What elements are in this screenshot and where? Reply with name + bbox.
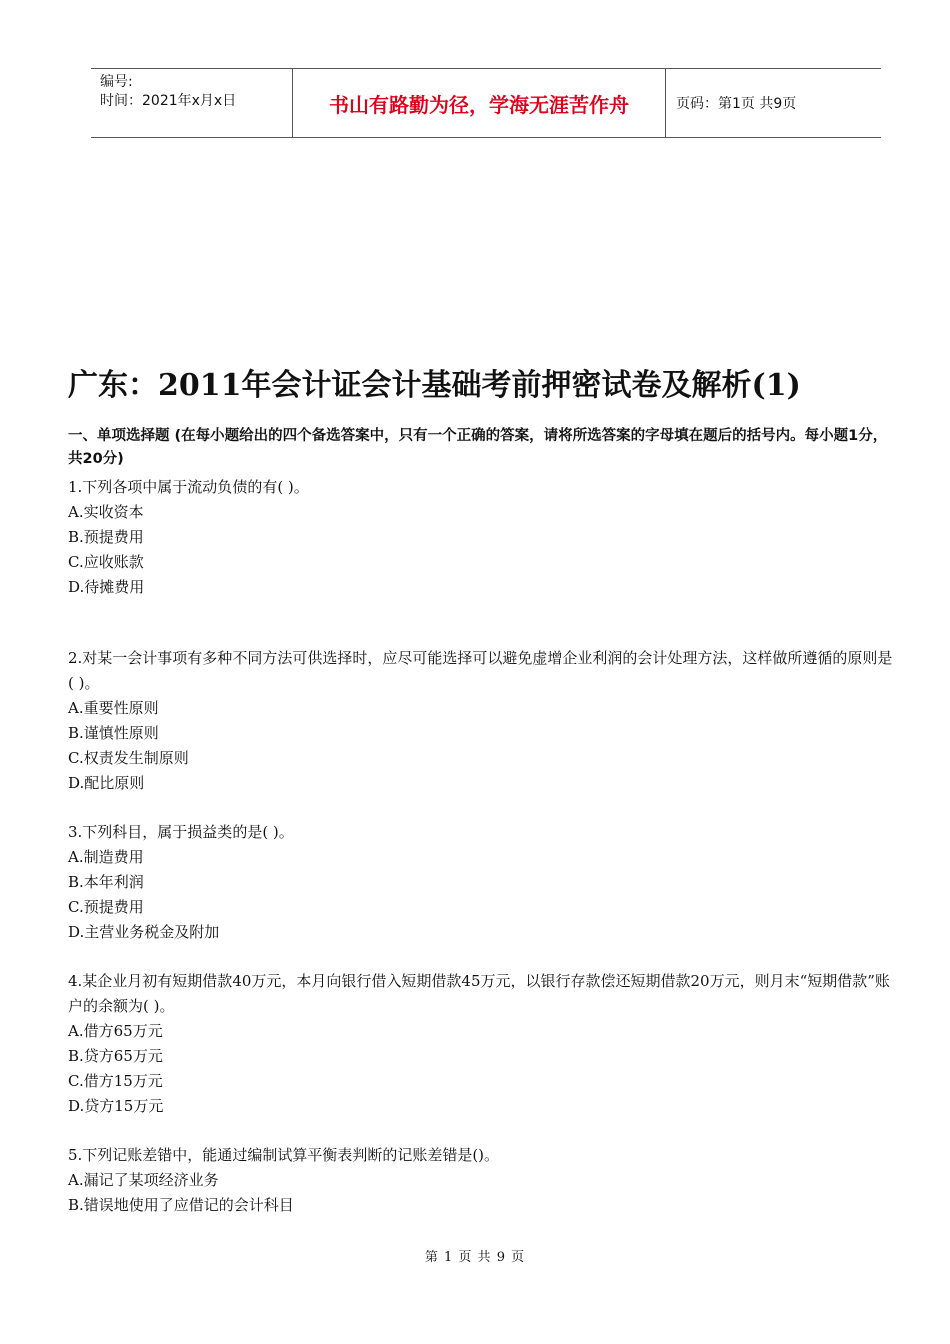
option-a: A.实收资本 <box>68 503 144 521</box>
header-motto-cell <box>293 69 666 137</box>
question-2 <box>68 646 898 796</box>
option-c: C.预提费用 <box>68 898 144 916</box>
option-b: B.本年利润 <box>68 873 144 891</box>
question-text: 2.对某一会计事项有多种不同方法可供选择时，应尽可能选择可以避免虚增企业利润的会计处理方法，这样做所遵循的原则是( )。 <box>68 649 893 692</box>
option-a: A.漏记了某项经济业务 <box>68 1171 219 1189</box>
option-c: C.权责发生制原则 <box>68 749 189 767</box>
option-b: B.谨慎性原则 <box>68 724 159 742</box>
page-footer: 第 1 页 共 9 页 <box>424 1250 526 1265</box>
option-c: C.借方15万元 <box>68 1072 163 1090</box>
question-text: 5.下列记账差错中，能通过编制试算平衡表判断的记账差错是()。 <box>68 1146 500 1164</box>
question-text: 3.下列科目，属于损益类的是( )。 <box>68 823 294 841</box>
document-body <box>68 425 898 1218</box>
option-b: B.错误地使用了应借记的会计科目 <box>68 1196 294 1214</box>
header-motto: 书山有路勤为径，学海无涯苦作舟 <box>329 92 629 117</box>
header-meta <box>91 69 293 137</box>
header-time: 时间：2021年x月x日 <box>100 93 237 109</box>
question-text: 1.下列各项中属于流动负债的有( )。 <box>68 478 309 496</box>
option-c: C.应收账款 <box>68 553 144 571</box>
option-d: D.贷方15万元 <box>68 1097 164 1115</box>
question-text: 4.某企业月初有短期借款40万元，本月向银行借入短期借款45万元，以银行存款偿还短期借款20万元，则月末“短期借款”账户的余额为( )。 <box>68 972 890 1015</box>
section-heading: 一、单项选择题 (在每小题给出的四个备选答案中，只有一个正确的答案，请将所选答案的字母填在题后的括号内。每小题1分，共20分) <box>68 428 888 467</box>
option-a: A.借方65万元 <box>68 1022 163 1040</box>
page-header <box>91 68 881 138</box>
option-a: A.重要性原则 <box>68 699 159 717</box>
header-page-info: 页码：第1页 共9页 <box>676 96 797 112</box>
option-d: D.主营业务税金及附加 <box>68 923 220 941</box>
question-3 <box>68 820 898 945</box>
question-1 <box>68 475 898 600</box>
header-code: 编号: <box>100 74 133 90</box>
option-d: D.配比原则 <box>68 774 145 792</box>
option-a: A.制造费用 <box>68 848 144 866</box>
option-b: B.贷方65万元 <box>68 1047 163 1065</box>
question-4 <box>68 969 898 1119</box>
document-title: 广东：2011年会计证会计基础考前押密试卷及解析(1) <box>68 368 801 403</box>
question-5 <box>68 1143 898 1218</box>
option-b: B.预提费用 <box>68 528 144 546</box>
option-d: D.待摊费用 <box>68 578 145 596</box>
